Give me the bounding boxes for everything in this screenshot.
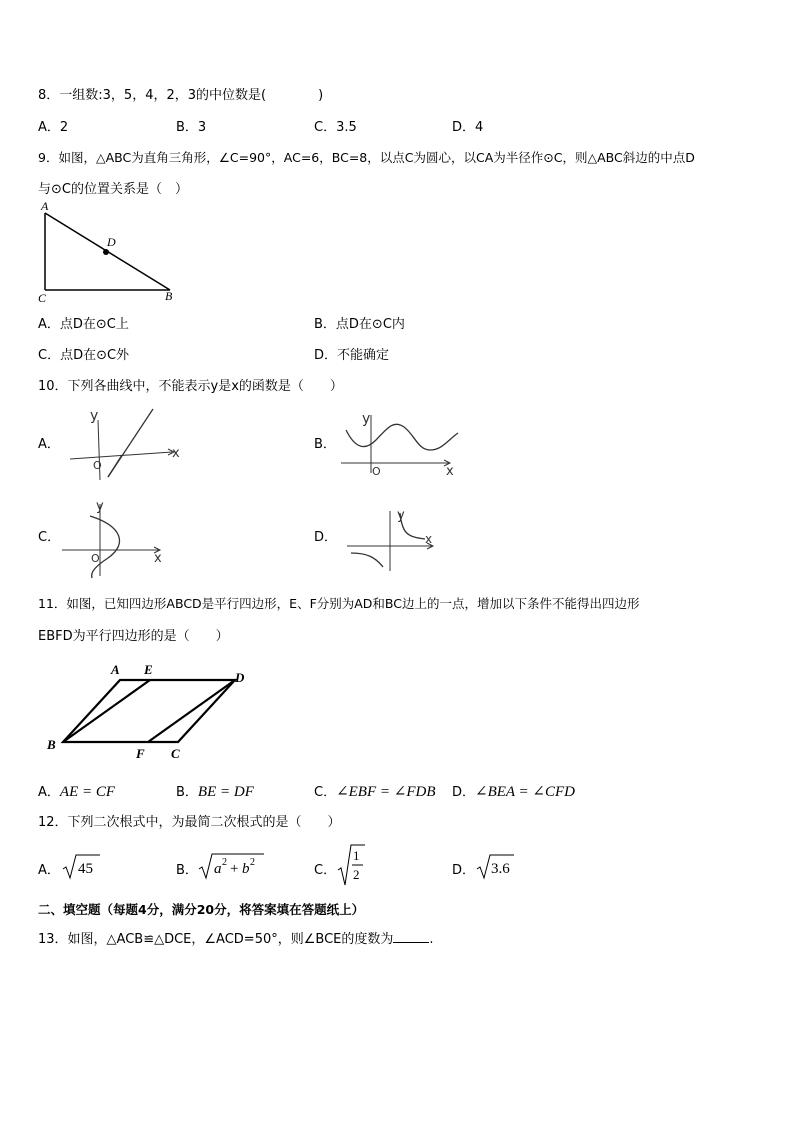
- q10-a-origin: O: [93, 459, 102, 472]
- q10-graph-b: [338, 405, 463, 477]
- q10-b-origin: O: [372, 465, 381, 478]
- q8-stem: 8．一组数:3，5，4，2，3的中位数是( ): [38, 88, 324, 103]
- q11-option-b-letter: B．: [176, 785, 198, 800]
- section2-heading: 二、填空题（每题4分，满分20分，将答案填在答题纸上）: [38, 902, 365, 917]
- q13-end: .: [429, 932, 434, 947]
- q11-option-c-letter: C．: [314, 785, 337, 800]
- q9-option-c: C．点D在⊙C外: [38, 348, 130, 363]
- q11-option-d: [452, 781, 575, 801]
- q9-stem-line2: 与⊙C的位置关系是（ ）: [38, 182, 188, 197]
- q13-answer-blank[interactable]: [393, 930, 429, 943]
- q11-stem-line2: EBFD为平行四边形的是（ ）: [38, 629, 229, 644]
- q10-graph-a: [60, 405, 195, 485]
- q11-option-a-expr: AE = CF: [59, 784, 116, 800]
- q12-b-exp2: 2: [250, 857, 255, 868]
- q12-b-b: b: [242, 861, 250, 877]
- q12-option-c-radical: [337, 842, 367, 888]
- q8-option-b: B．3: [176, 120, 207, 135]
- q13-stem: 13．如图，△ACB≌△DCE，∠ACD=50°，则∠BCE的度数为: [38, 932, 394, 947]
- q11-label-a: A: [111, 662, 120, 677]
- q12-option-a-radical: [62, 852, 102, 882]
- q11-option-c: [314, 781, 435, 801]
- q12-d-radicand: 3.6: [491, 861, 510, 877]
- q10-c-origin: O: [91, 552, 100, 565]
- q10-a-x-label: x: [172, 446, 180, 461]
- q10-b-x-label: x: [446, 464, 454, 479]
- q9-label-a: A: [41, 199, 49, 213]
- q11-label-f: F: [136, 746, 145, 761]
- q10-c-x-label: x: [154, 551, 162, 566]
- q9-stem-line1: 9．如图，△ABC为直角三角形，∠C=90°，AC=6，BC=8，以点C为圆心，以CA为半径作⊙C，则△ABC斜边的中点D: [38, 150, 695, 165]
- q12-option-b-radical: [198, 850, 266, 882]
- q8-option-c: C．3.5: [314, 120, 357, 135]
- q11-option-c-expr: ∠EBF = ∠FDB: [336, 784, 436, 800]
- q10-graph-d: [345, 505, 445, 573]
- q12-c-denominator: 2: [353, 867, 360, 882]
- q10-option-c-letter: C．: [38, 530, 61, 545]
- q12-b-a: a: [214, 861, 222, 877]
- q11-label-d: D: [235, 670, 245, 685]
- q11-option-a-letter: A．: [38, 785, 60, 800]
- q12-option-a-letter: A．: [38, 863, 60, 878]
- q12-b-exp1: 2: [222, 857, 227, 868]
- q9-option-b: B．点D在⊙C内: [314, 317, 405, 332]
- q10-option-d-letter: D．: [314, 530, 338, 545]
- q9-label-b: B: [165, 289, 173, 303]
- q9-label-c: C: [38, 291, 47, 305]
- q11-option-d-letter: D．: [452, 785, 476, 800]
- q12-option-d-radical: [476, 852, 516, 882]
- q8-option-d: D．4: [452, 120, 484, 135]
- q11-label-e: E: [144, 662, 153, 677]
- q9-triangle-figure: [30, 198, 190, 308]
- q12-a-radicand: 45: [78, 861, 93, 877]
- q8-option-a: A．2: [38, 120, 69, 135]
- q12-c-numerator: 1: [353, 848, 360, 863]
- q12-option-d-letter: D．: [452, 863, 476, 878]
- q11-option-b: [176, 781, 254, 801]
- q10-a-y-label: y: [90, 408, 99, 424]
- q11-label-b: B: [47, 737, 56, 752]
- q12-option-c-letter: C．: [314, 863, 337, 878]
- q13-stem-wrapper: [38, 928, 434, 947]
- q9-option-d: D．不能确定: [314, 348, 390, 363]
- q11-stem-line1: 11．如图，已知四边形ABCD是平行四边形，E、F分别为AD和BC边上的一点，增加以下条件不能得出四边形: [38, 596, 640, 611]
- q10-b-y-label: y: [362, 411, 371, 427]
- q12-b-plus: +: [230, 861, 239, 877]
- q11-option-a: [38, 781, 115, 801]
- q10-d-x-label: x: [425, 532, 433, 546]
- q12-option-b-letter: B．: [176, 863, 198, 878]
- q11-option-d-expr: ∠BEA = ∠CFD: [475, 784, 575, 800]
- q11-parallelogram-figure: [40, 655, 260, 765]
- q10-option-b-letter: B．: [314, 437, 336, 452]
- q9-option-a: A．点D在⊙C上: [38, 317, 129, 332]
- q10-c-y-label: y: [96, 499, 104, 514]
- q10-graph-c: [60, 496, 170, 580]
- q11-label-c: C: [171, 746, 180, 761]
- q11-option-b-expr: BE = DF: [197, 784, 254, 800]
- q10-d-y-label: y: [397, 508, 405, 523]
- q10-option-a-letter: A．: [38, 437, 60, 452]
- q12-stem: 12．下列二次根式中，为最简二次根式的是（ ）: [38, 815, 341, 830]
- q10-stem: 10．下列各曲线中，不能表示y是x的函数是（ ）: [38, 379, 343, 394]
- q9-label-d: D: [107, 235, 116, 249]
